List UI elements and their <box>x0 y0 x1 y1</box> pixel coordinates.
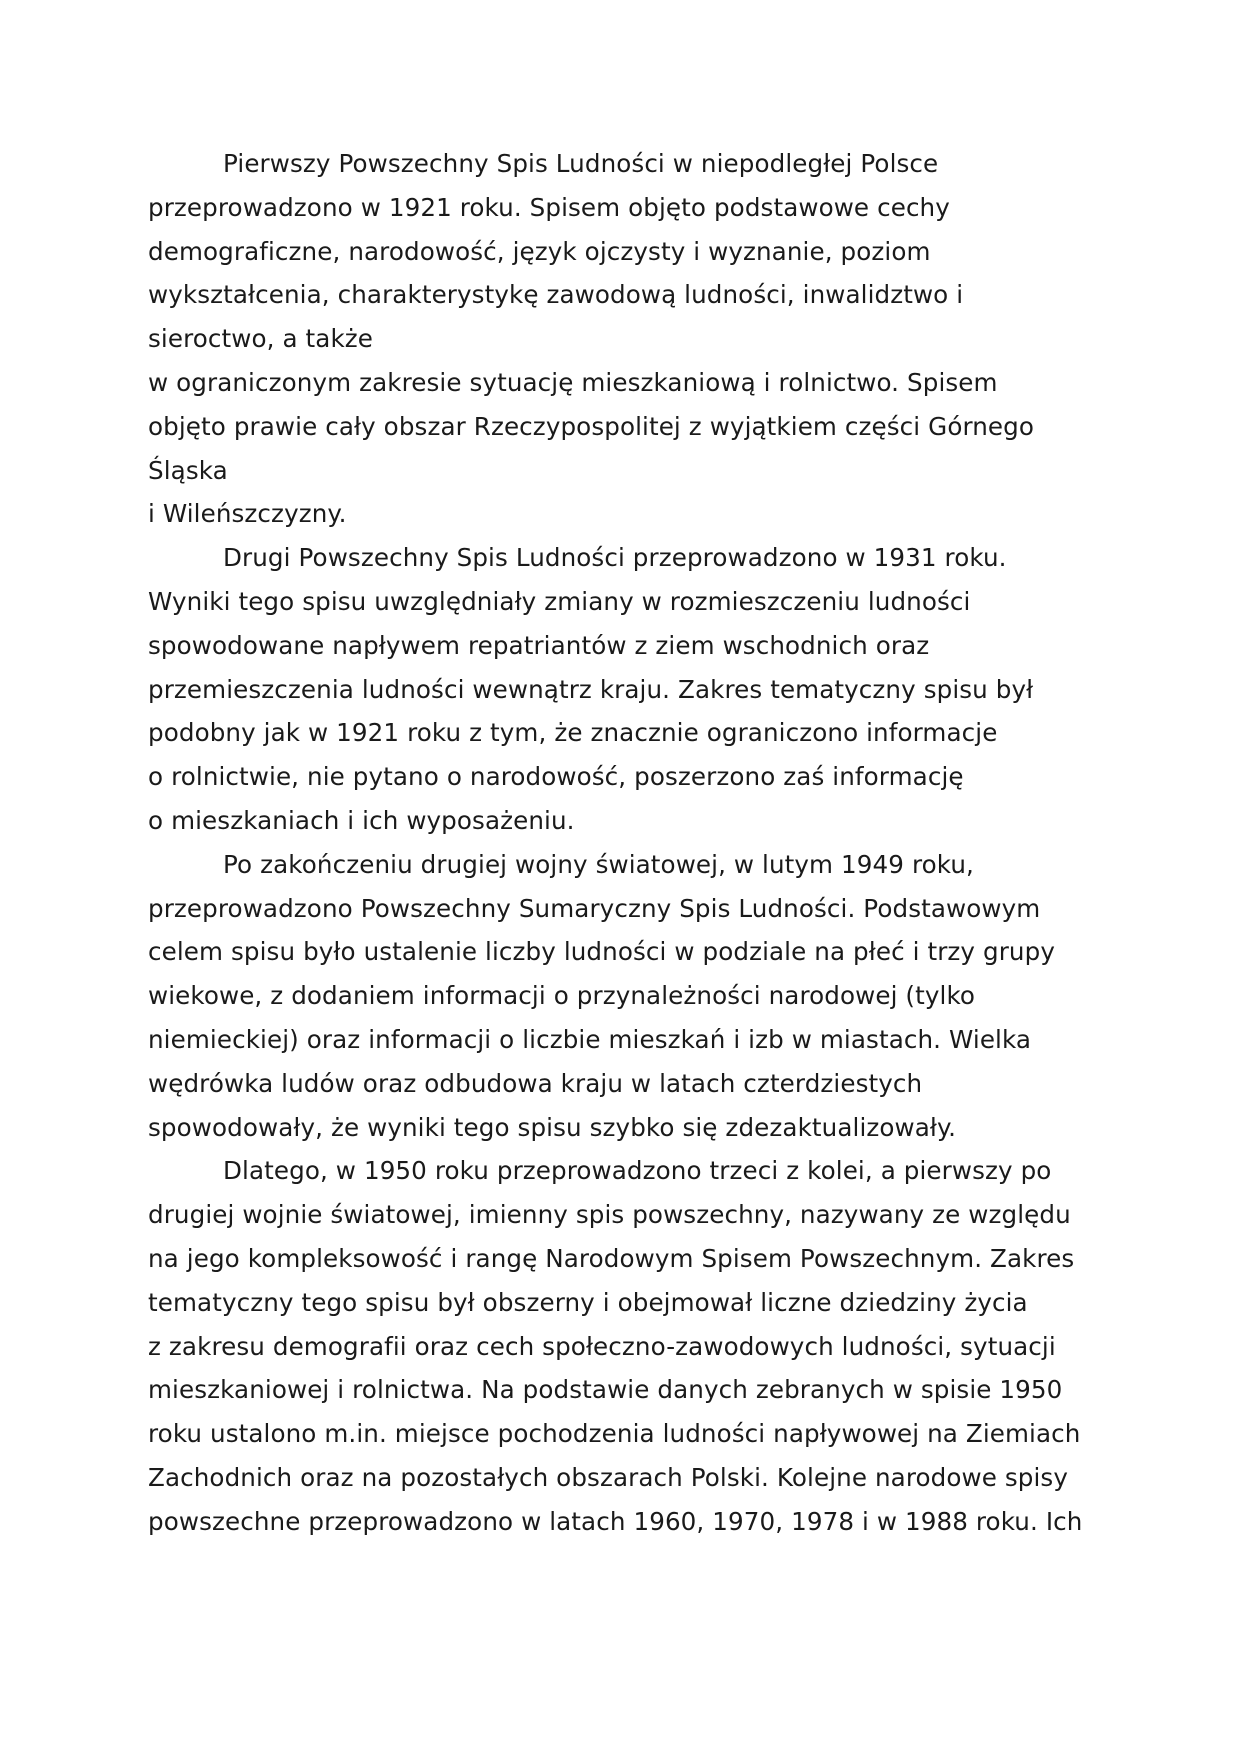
paragraph-3-line: wędrówka ludów oraz odbudowa kraju w latach czterdziestych <box>148 1068 923 1098</box>
paragraph-3-line: Po zakończeniu drugiej wojny światowej, w lutym 1949 roku, <box>223 849 974 879</box>
document-body <box>148 142 1108 1544</box>
paragraph-2-line: podobny jak w 1921 roku z tym, że znacznie ograniczono informacje <box>148 718 998 748</box>
paragraph-4-line: powszechne przeprowadzono w latach 1960, 1970, 1978 i w 1988 roku. Ich <box>148 1506 1083 1536</box>
paragraph-1-line: w ograniczonym zakresie sytuację mieszkaniową i rolnictwo. Spisem <box>148 367 998 397</box>
paragraph-3-line: spowodowały, że wyniki tego spisu szybko się zdezaktualizowały. <box>148 1112 957 1142</box>
paragraph-1-line: Pierwszy Powszechny Spis Ludności w niepodległej Polsce <box>223 149 939 178</box>
paragraph-1-line: sieroctwo, a także <box>148 324 374 354</box>
paragraph-4-line: z zakresu demografii oraz cech społeczno-zawodowych ludności, sytuacji <box>148 1331 1056 1361</box>
paragraph-2-line: o rolnictwie, nie pytano o narodowość, poszerzono zaś informację <box>148 762 964 792</box>
paragraph-1-line: i Wileńszczyzny. <box>148 499 347 529</box>
paragraph-4-line: mieszkaniowej i rolnictwa. Na podstawie danych zebranych w spisie 1950 <box>148 1375 1063 1405</box>
paragraph-4-line: Zachodnich oraz na pozostałych obszarach Polski. Kolejne narodowe spisy <box>148 1462 1068 1492</box>
paragraph-3-line: wiekowe, z dodaniem informacji o przynależności narodowej (tylko <box>148 981 976 1011</box>
paragraph-4-line: roku ustalono m.in. miejsce pochodzenia ludności napływowej na Ziemiach <box>148 1419 1081 1449</box>
paragraph-4-line: tematyczny tego spisu był obszerny i obejmował liczne dziedziny życia <box>148 1287 1028 1317</box>
paragraph-4-line: Dlatego, w 1950 roku przeprowadzono trzeci z kolei, a pierwszy po <box>223 1156 1052 1186</box>
paragraph-2-line: spowodowane napływem repatriantów z ziem wschodnich oraz <box>148 630 930 660</box>
paragraph-1-line: objęto prawie cały obszar Rzeczypospolitej z wyjątkiem części Górnego <box>148 411 1035 441</box>
paragraph-3-line: przeprowadzono Powszechny Sumaryczny Spis Ludności. Podstawowym <box>148 893 1041 923</box>
paragraph-2-line: Drugi Powszechny Spis Ludności przeprowadzono w 1931 roku. <box>223 543 1007 573</box>
paragraph-3-line: celem spisu było ustalenie liczby ludności w podziale na płeć i trzy grupy <box>148 937 1055 967</box>
paragraph-3-line: niemieckiej) oraz informacji o liczbie mieszkań i izb w miastach. Wielka <box>148 1024 1032 1054</box>
paragraph-1-line: przeprowadzono w 1921 roku. Spisem objęto podstawowe cechy <box>148 192 950 222</box>
paragraph-2-line: o mieszkaniach i ich wyposażeniu. <box>148 805 575 835</box>
paragraph-2-line: przemieszczenia ludności wewnątrz kraju. Zakres tematyczny spisu był <box>148 674 1034 704</box>
paragraph-1-line: demograficzne, narodowość, język ojczysty i wyznanie, poziom <box>148 236 931 266</box>
paragraph-2-line: Wyniki tego spisu uwzględniały zmiany w rozmieszczeniu ludności <box>148 586 971 616</box>
paragraph-1-line: wykształcenia, charakterystykę zawodową ludności, inwalidztwo i <box>148 280 964 310</box>
paragraph-1-line: Śląska <box>148 455 228 485</box>
paragraph-4-line: drugiej wojnie światowej, imienny spis powszechny, nazywany ze względu <box>148 1200 1071 1230</box>
paragraph-4-line: na jego kompleksowość i rangę Narodowym Spisem Powszechnym. Zakres <box>148 1243 1075 1273</box>
